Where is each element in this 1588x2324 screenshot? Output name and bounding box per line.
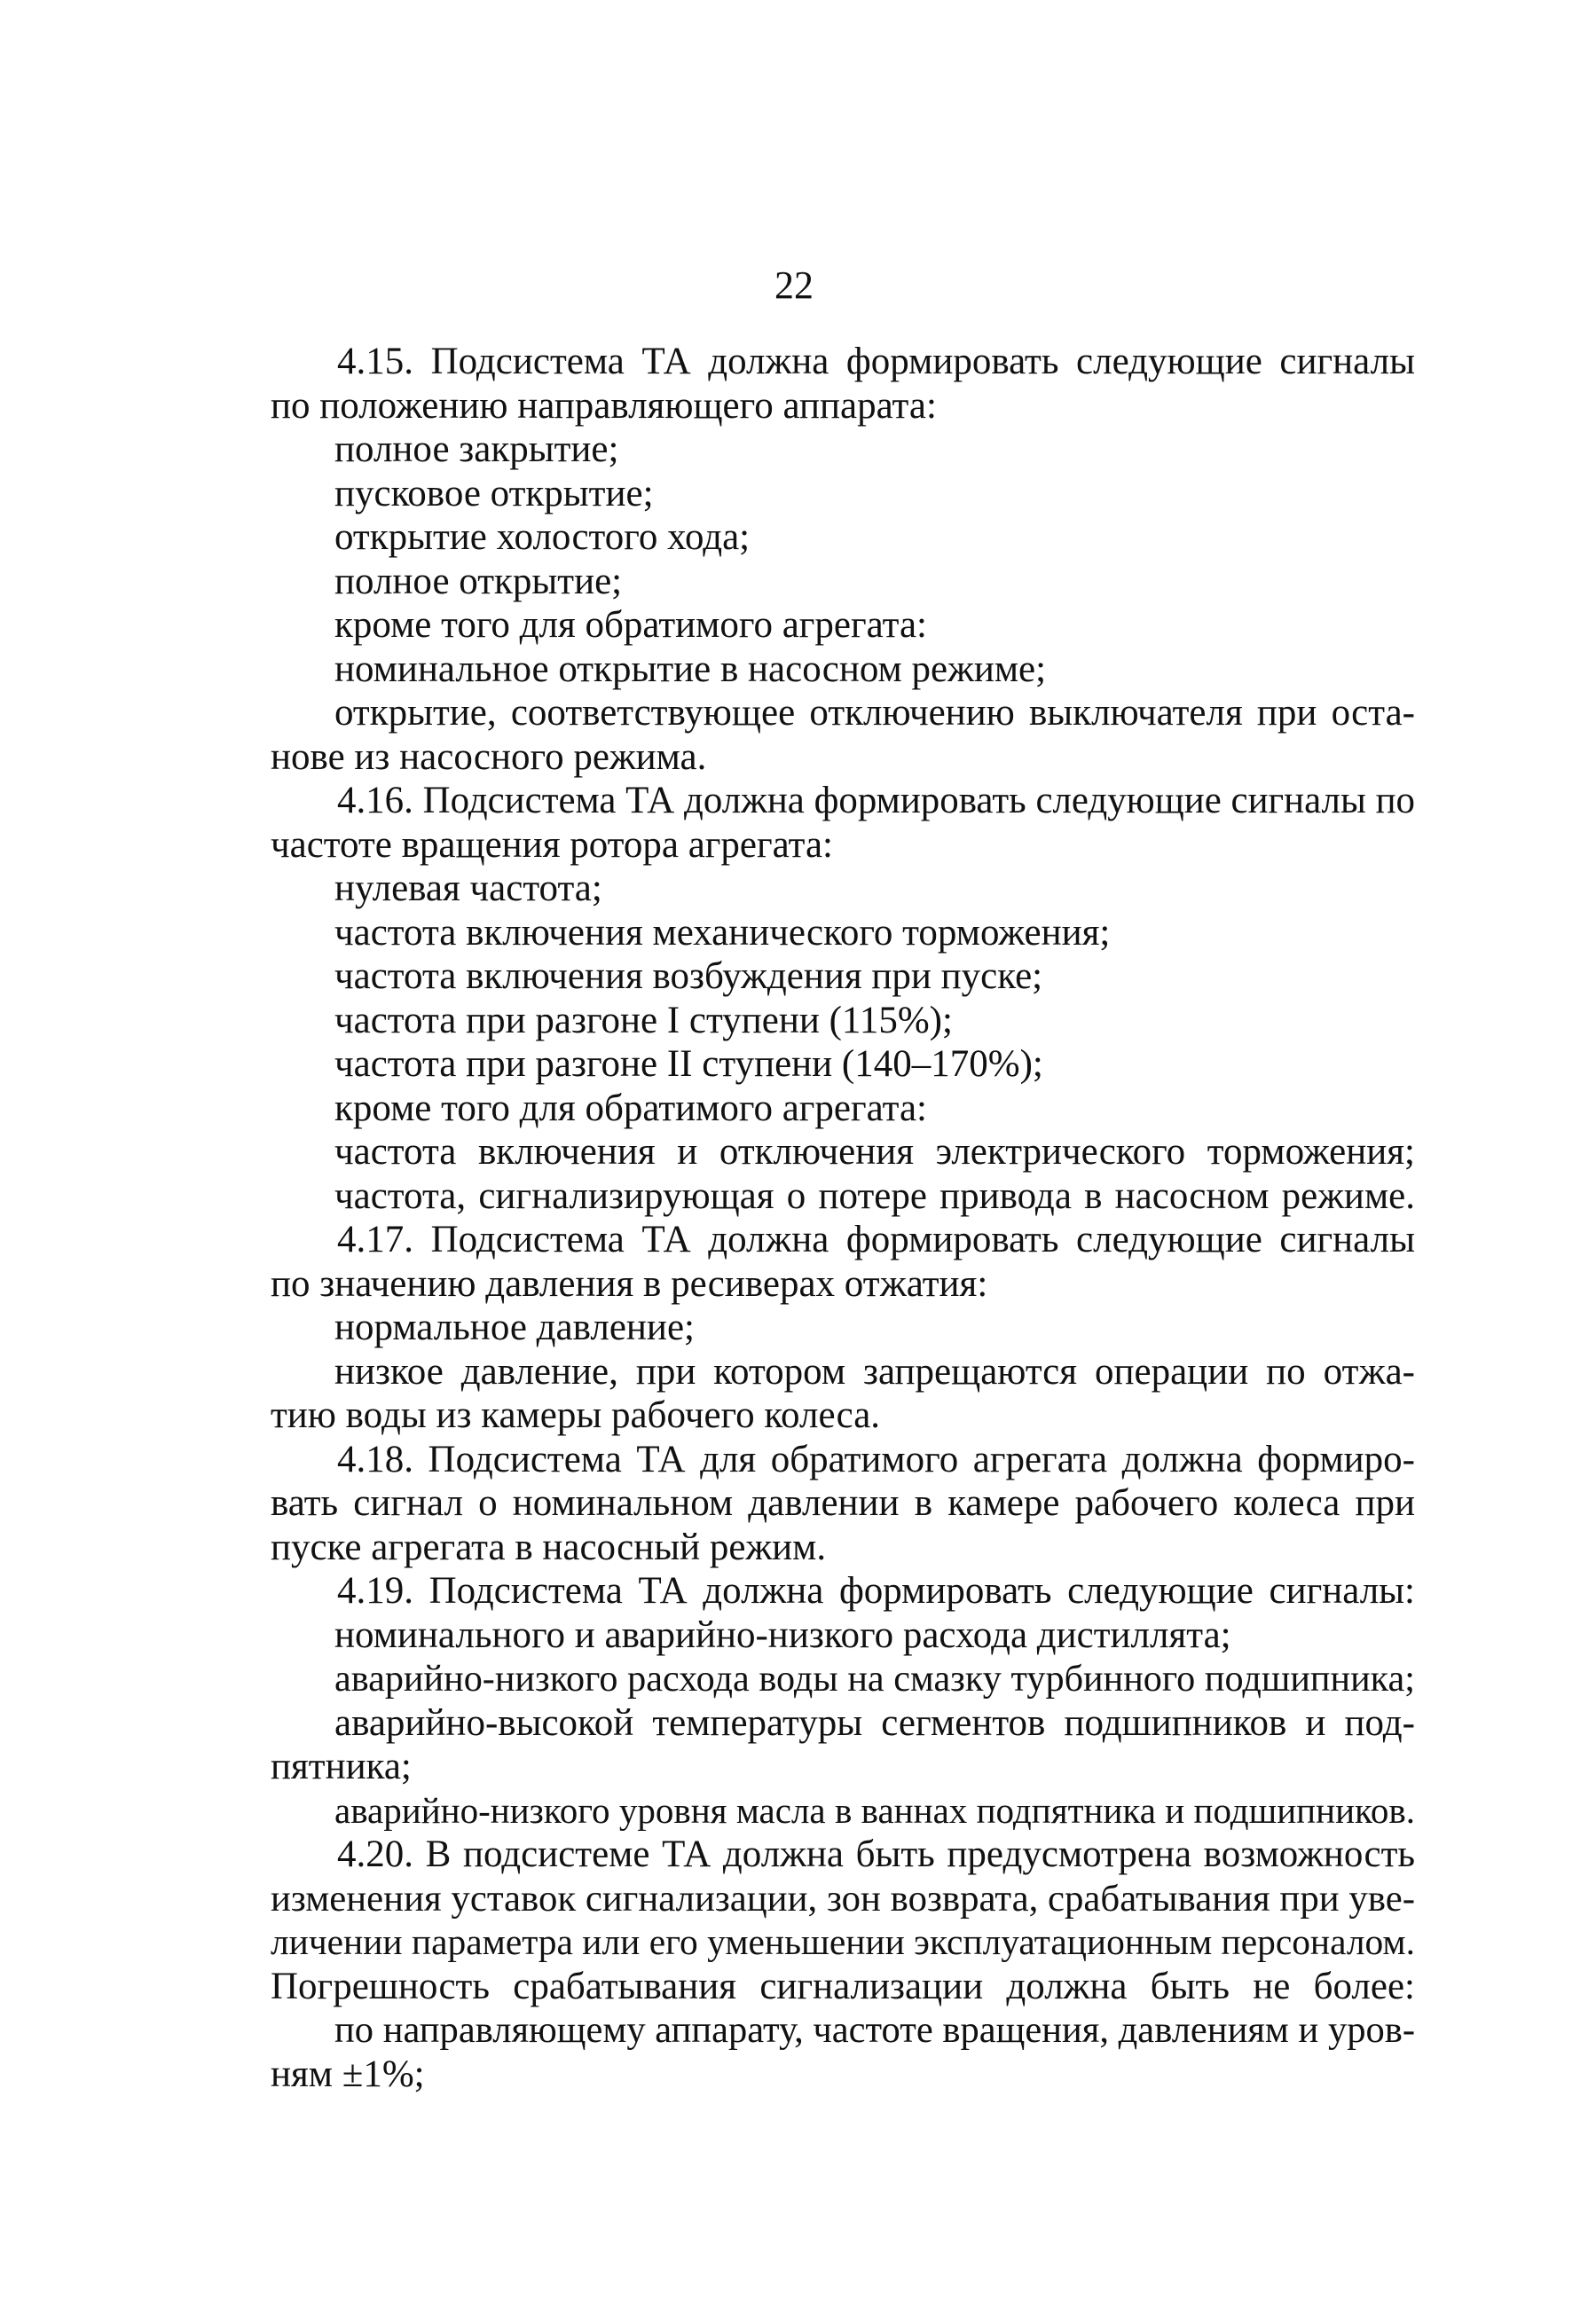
list-item: кроме того для обратимого агрегата:: [334, 1087, 927, 1129]
list-item: полное закрытие;: [334, 428, 619, 470]
list-item: низкое давление, при котором запрещаются операции по отжа-: [334, 1350, 1415, 1393]
paragraph-line: ням ±1%;: [271, 2053, 425, 2095]
list-item: нулевая частота;: [334, 868, 602, 909]
document-body: [271, 340, 1415, 2096]
paragraph-line: изменения уставок сигнализации, зон возврата, срабатывания при уве-: [271, 1877, 1415, 1920]
list-item: частота при разгоне I ступени (115%);: [334, 999, 953, 1041]
paragraph-line: нове из насосного режима.: [271, 735, 707, 778]
list-item: номинальное открытие в насосном режиме;: [334, 648, 1047, 690]
paragraph-line: по значению давления в ресиверах отжатия:: [271, 1262, 988, 1305]
list-item: по направляющему аппарату, частоте вращения, давлениям и уров-: [334, 2009, 1415, 2051]
list-item: аварийно-низкого уровня масла в ваннах подпятника и подшипников.: [334, 1789, 1415, 1831]
paragraph-line: 4.19. Подсистема ТА должна формировать следующие сигналы:: [337, 1570, 1415, 1612]
paragraph-line: вать сигнал о номинальном давлении в камере рабочего колеса при: [271, 1482, 1415, 1524]
paragraph-line: 4.15. Подсистема ТА должна формировать следующие сигналы: [337, 341, 1415, 382]
list-item: открытие холостого хода;: [334, 516, 751, 558]
list-item: номинального и аварийно-низкого расхода дистиллята;: [334, 1613, 1231, 1656]
list-item: аварийно-высокой температуры сегментов подшипников и под-: [334, 1701, 1415, 1744]
list-item: полное открытие;: [334, 560, 623, 602]
list-item: частота включения возбуждения при пуске;: [334, 955, 1043, 997]
paragraph-line: Погрешность срабатывания сигнализации должна быть не более:: [271, 1965, 1415, 2007]
paragraph-line: 4.16. Подсистема ТА должна формировать следующие сигналы по: [337, 780, 1415, 821]
list-item: открытие, соответствующее отключению выключателя при оста-: [334, 692, 1415, 734]
list-item: частота, сигнализирующая о потере привода в насосном режиме.: [334, 1174, 1415, 1217]
paragraph-line: 4.17. Подсистема ТА должна формировать следующие сигналы: [337, 1219, 1415, 1260]
paragraph-line: 4.20. В подсистеме ТА должна быть предусмотрена возможность: [337, 1833, 1415, 1875]
paragraph-line: тию воды из камеры рабочего колеса.: [271, 1394, 881, 1436]
paragraph-line: 4.18. Подсистема ТА для обратимого агрегата должна формиро-: [337, 1438, 1415, 1480]
list-item: частота включения и отключения электрического торможения;: [334, 1131, 1415, 1173]
page-number: 22: [774, 263, 814, 307]
list-item: кроме того для обратимого агрегата:: [334, 604, 927, 646]
paragraph-line: по положению направляющего аппарата:: [271, 384, 937, 427]
list-item: аварийно-низкого расхода воды на смазку турбинного подшипника;: [334, 1658, 1415, 1700]
list-item: частота включения механического торможения;: [334, 911, 1111, 954]
list-item: пусковое открытие;: [334, 472, 654, 514]
paragraph-line: пятника;: [271, 1746, 412, 1787]
list-item: частота при разгоне II ступени (140–170%);: [334, 1043, 1043, 1085]
paragraph-line: пуске агрегата в насосный режим.: [271, 1526, 827, 1568]
paragraph-line: частоте вращения ротора агрегата:: [271, 823, 833, 866]
paragraph-line: личении параметра или его уменьшении эксплуатационным персоналом.: [271, 1921, 1415, 1962]
list-item: нормальное давление;: [334, 1307, 695, 1348]
